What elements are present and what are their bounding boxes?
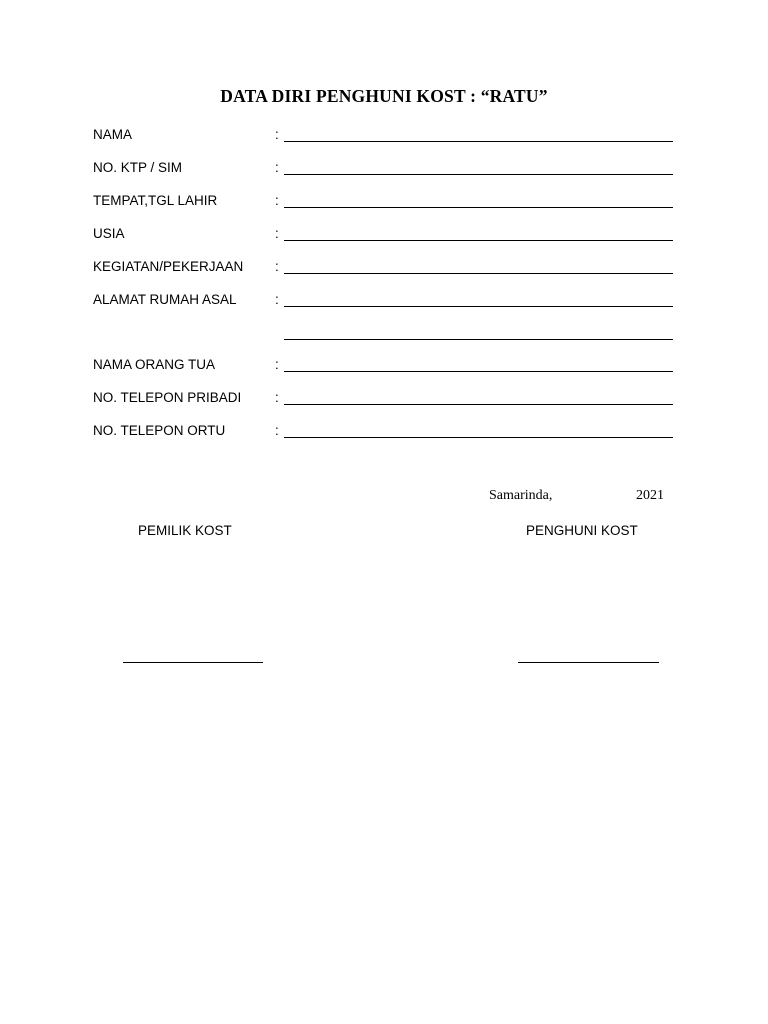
field-colon: : (275, 357, 279, 372)
field-row-telepon-ortu (0, 423, 768, 443)
tenant-signature-line (518, 662, 659, 663)
field-colon: : (275, 127, 279, 142)
field-blank-line (284, 437, 673, 438)
field-blank-line (284, 141, 673, 142)
field-row-kegiatan-pekerjaan (0, 259, 768, 279)
field-blank-line (284, 207, 673, 208)
field-label: NO. KTP / SIM (93, 160, 183, 175)
field-row-nama-orang-tua (0, 357, 768, 377)
field-colon: : (275, 226, 279, 241)
field-colon: : (275, 423, 279, 438)
field-row-alamat-continuation (0, 325, 768, 345)
field-label: ALAMAT RUMAH ASAL (93, 292, 237, 307)
field-label: KEGIATAN/PEKERJAAN (93, 259, 244, 274)
field-blank-line (284, 273, 673, 274)
place-text: Samarinda, (489, 488, 553, 503)
field-colon: : (275, 390, 279, 405)
owner-signature-line (123, 662, 263, 663)
field-colon: : (275, 259, 279, 274)
field-colon: : (275, 193, 279, 208)
field-colon: : (275, 292, 279, 307)
field-row-telepon-pribadi (0, 390, 768, 410)
field-label: NO. TELEPON PRIBADI (93, 390, 242, 405)
field-label: NO. TELEPON ORTU (93, 423, 226, 438)
field-row-ktp-sim (0, 160, 768, 180)
field-row-tempat-tgl-lahir (0, 193, 768, 213)
field-blank-line (284, 240, 673, 241)
document-title: DATA DIRI PENGHUNI KOST : “RATU” (220, 86, 548, 106)
field-row-alamat-rumah-asal (0, 292, 768, 312)
field-label: TEMPAT,TGL LAHIR (93, 193, 218, 208)
field-row-nama (0, 127, 768, 147)
field-blank-line (284, 174, 673, 175)
field-blank-line (284, 371, 673, 372)
field-colon: : (275, 160, 279, 175)
year-text: 2021 (636, 488, 664, 503)
field-blank-line (284, 404, 673, 405)
field-label: USIA (93, 226, 125, 241)
field-label: NAMA (93, 127, 133, 142)
field-label: NAMA ORANG TUA (93, 357, 216, 372)
field-blank-line (284, 306, 673, 307)
owner-signature-label: PEMILIK KOST (138, 523, 232, 538)
tenant-signature-label: PENGHUNI KOST (526, 523, 638, 538)
field-row-usia (0, 226, 768, 246)
field-blank-line (284, 339, 673, 340)
